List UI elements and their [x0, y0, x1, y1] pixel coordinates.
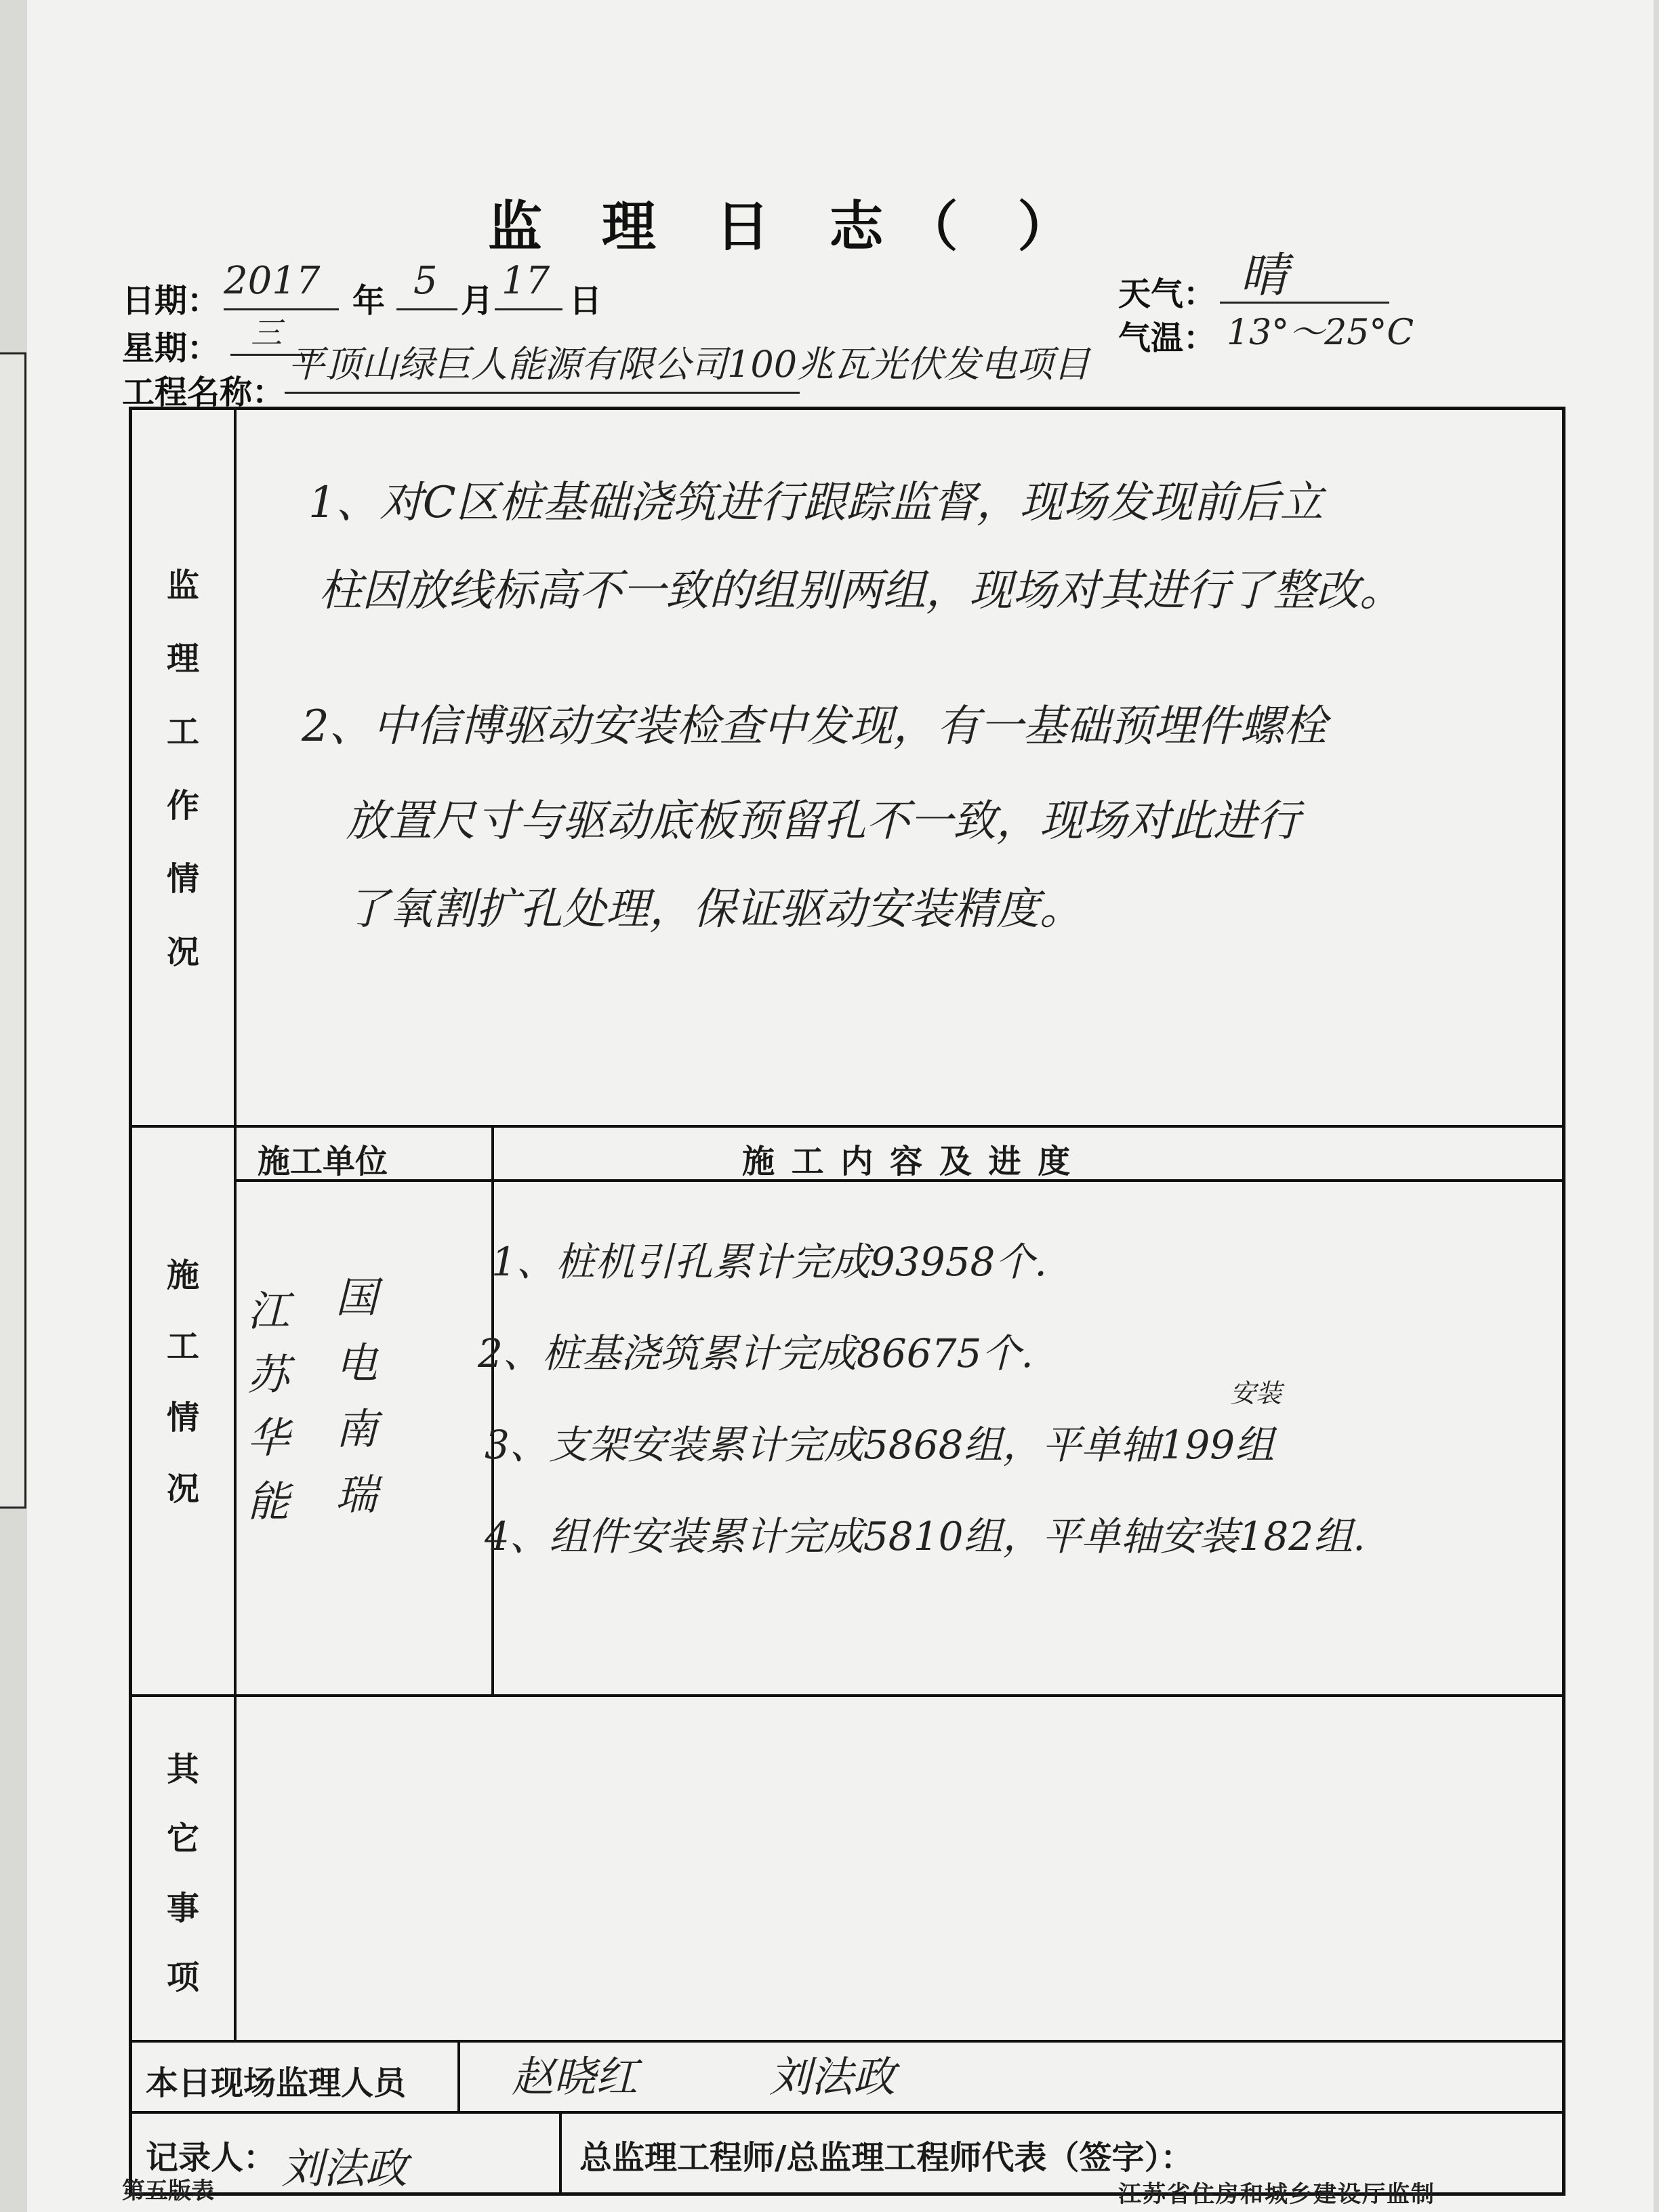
- issuer-note: 江苏省住房和城乡建设厅监制: [1118, 2181, 1435, 2208]
- unit-column-guodian: 国 电 南 瑞: [335, 1273, 378, 1519]
- supervision-label: 监 理 工 作 情 况: [166, 566, 199, 972]
- unit-header: 施工单位: [258, 1143, 388, 1181]
- weekday-value: 三: [251, 314, 282, 351]
- supervision-line-4: 放置尺寸与驱动底板预留孔不一致，现场对此进行: [346, 796, 1300, 846]
- divider-staff: [132, 2111, 1562, 2114]
- divider-construction: [132, 1694, 1562, 1697]
- project-underline: [285, 392, 800, 394]
- supervision-line-3: 2、中信博驱动安装检查中发现，有一基础预埋件螺栓: [302, 701, 1327, 752]
- temp-value: 13°～25°C: [1227, 312, 1414, 353]
- date-label: 日期：: [122, 282, 220, 320]
- label-column-line: [234, 410, 237, 2040]
- staff-label-line: [457, 2040, 460, 2111]
- project-name: 平顶山绿巨人能源有限公司100兆瓦光伏发电项目: [288, 343, 1090, 386]
- chief-label: 总监理工程师/总监理工程师代表（签字）：: [579, 2139, 1193, 2177]
- unit-column-line: [491, 1125, 494, 1694]
- unit-column-jiangsu: 江 苏 华 能: [247, 1286, 290, 1526]
- progress-item-4: 4、组件安装累计完成5810组，平单轴安装182组.: [485, 1513, 1366, 1559]
- other-label: 其 它 事 项: [166, 1750, 199, 1997]
- date-month: 5: [413, 259, 438, 303]
- supervision-line-2: 柱因放线标高不一致的组别两组，现场对其进行了整改。: [319, 566, 1403, 616]
- month-underline: [396, 308, 457, 310]
- project-label: 工程名称：: [122, 373, 285, 411]
- day-underline: [495, 308, 562, 310]
- month-suffix: 月: [461, 282, 494, 320]
- divider-supervision: [132, 1125, 1562, 1128]
- staff-label: 本日现场监理人员: [146, 2064, 407, 2102]
- progress-header: 施 工 内 容 及 进 度: [742, 1143, 1073, 1181]
- version-note: 第五版表: [122, 2177, 214, 2205]
- staff-signature-2: 刘法政: [769, 2052, 896, 2102]
- recorder-label: 记录人：: [146, 2139, 276, 2177]
- supervision-line-5: 了氧割扩孔处理，保证驱动安装精度。: [346, 884, 1083, 935]
- temp-label: 气温：: [1118, 319, 1216, 357]
- divider-other: [132, 2040, 1562, 2043]
- weekday-label: 星期：: [122, 329, 220, 367]
- progress-item-1: 1、桩机引孔累计完成93958个.: [491, 1239, 1047, 1285]
- supervision-line-1: 1、对C区桩基础浇筑进行跟踪监督，现场发现前后立: [308, 478, 1324, 528]
- adjacent-page-edge: [0, 352, 26, 1509]
- weather-label: 天气：: [1118, 275, 1216, 313]
- staff-signature-1: 赵晓红: [512, 2052, 638, 2102]
- recorder-signature: 刘法政: [281, 2144, 408, 2193]
- year-suffix: 年: [352, 282, 386, 320]
- progress-item-3: 3、支架安装累计完成5868组，平单轴199组: [485, 1422, 1275, 1468]
- recorder-label-line: [559, 2111, 562, 2196]
- date-year: 2017: [224, 259, 321, 303]
- construction-label: 施 工 情 况: [166, 1256, 199, 1508]
- weather-value: 晴: [1240, 247, 1288, 303]
- log-table: [129, 407, 1565, 2196]
- progress-annotation: 安装: [1230, 1378, 1282, 1408]
- progress-item-2: 2、桩基浇筑累计完成86675个.: [478, 1330, 1033, 1376]
- date-day: 17: [501, 259, 550, 303]
- page-title: 监 理 日 志（ ）: [488, 195, 1092, 258]
- day-suffix: 日: [569, 282, 602, 320]
- log-page: [27, 0, 1654, 2212]
